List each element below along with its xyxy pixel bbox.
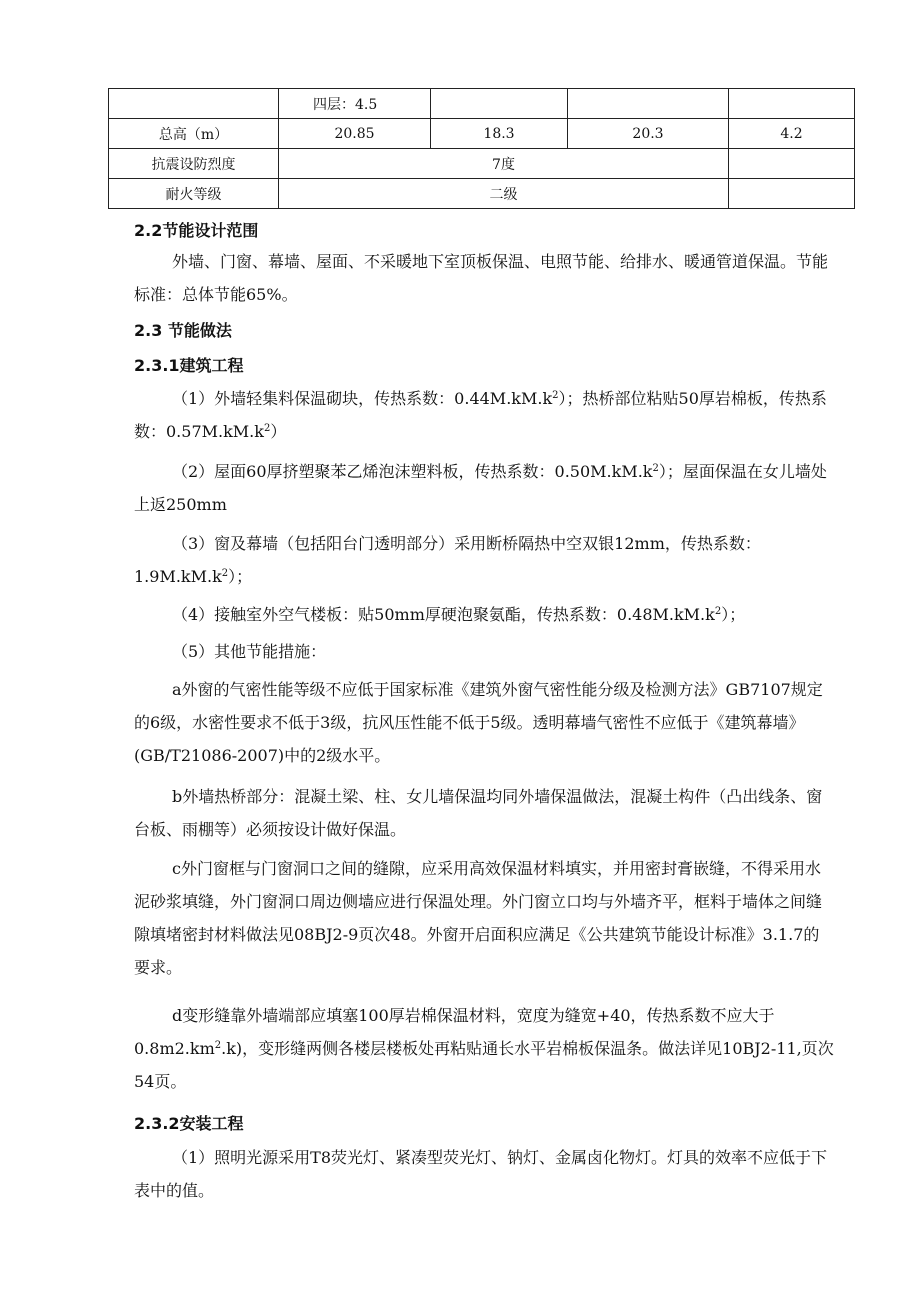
paragraph-item-4: （4）接触室外空气楼板：贴50mm厚硬泡聚氨酯，传热系数：$0.48M.kM.k^2$）； (172, 605, 746, 624)
table-cell: 4.2 (729, 119, 855, 149)
paragraph-scope: 外墙、门窗、幕墙、屋面、不采暖地下室顶板保温、电照节能、给排水、暖通管道保温。节能标准：总体节能65%。 (134, 252, 829, 304)
paragraph-a: a外窗的气密性能等级不应低于国家标准《建筑外窗气密性能分级及检测方法》GB7107规定的6级，水密性要求不低于3级，抗风压性能不低于5级。透明幕墙气密性不应低于《建筑幕墙》(GB/T21086-2007)中的2级水平。 (134, 680, 823, 765)
table-cell (109, 89, 279, 119)
table-cell (729, 89, 855, 119)
table-cell: 抗震设防烈度 (109, 149, 279, 179)
paragraph-item-2: （2）屋面60厚挤塑聚苯乙烯泡沫塑料板，传热系数：$0.50M.kM.k^2$）；屋面保温在女儿墙处上返250mm (134, 462, 827, 514)
table-cell: 20.3 (568, 119, 729, 149)
table-row (109, 89, 855, 119)
paragraph-c: c外门窗框与门窗洞口之间的缝隙，应采用高效保温材料填实，并用密封膏嵌缝，不得采用水泥砂浆填缝，外门窗洞口周边侧墙应进行保温处理。外门窗立口均与外墙齐平，框料于墙体之间缝隙填堵密封材料做法见08BJ2-9页次48。外窗开启面积应满足《公共建筑节能设计标准》3.1.7的要求。 (134, 859, 823, 977)
paragraph-b: b外墙热桥部分：混凝土梁、柱、女儿墙保温均同外墙保温做法，混凝土构件（凸出线条、窗台板、雨棚等）必须按设计做好保温。 (134, 787, 823, 839)
table-row (109, 149, 855, 179)
section-heading-2-3: 2.3 节能做法 (134, 321, 232, 340)
table-cell: 20.85 (279, 119, 431, 149)
paragraph-item-1: （1）外墙轻集料保温砌块，传热系数：$0.44M.kM.k^2$）；热桥部位粘贴50厚岩棉板，传热系数：$0.57M.kM.k^2$） (134, 389, 827, 441)
paragraph-item-3: （3）窗及幕墙（包括阳台门透明部分）采用断桥隔热中空双银12mm，传热系数：$1.9M.kM.k^2$）； (134, 534, 761, 586)
building-spec-table (108, 88, 855, 209)
table-cell: 18.3 (431, 119, 568, 149)
table-row (109, 179, 855, 209)
paragraph-install-1: （1）照明光源采用T8荧光灯、紧凑型荧光灯、钠灯、金属卤化物灯。灯具的效率不应低于下表中的值。 (134, 1148, 828, 1200)
table-row (109, 119, 855, 149)
paragraph-item-5: （5）其他节能措施： (172, 642, 327, 661)
table-cell: 二级 (279, 179, 729, 209)
table-cell: 四层：4.5 (279, 89, 431, 119)
table-cell (729, 179, 855, 209)
table-cell (431, 89, 568, 119)
paragraph-d: d变形缝靠外墙端部应填塞100厚岩棉保温材料，宽度为缝宽+40，传热系数不应大于$0.8m2.km^2.k$)，变形缝两侧各楼层楼板处再粘贴通长水平岩棉板保温条。做法详见10BJ2-11,页次54页。 (134, 1006, 834, 1091)
table-cell: 耐火等级 (109, 179, 279, 209)
table-cell: 7度 (279, 149, 729, 179)
table-cell (729, 149, 855, 179)
section-heading-2-3-2: 2.3.2安装工程 (134, 1114, 244, 1133)
table-cell (568, 89, 729, 119)
section-heading-2-3-1: 2.3.1建筑工程 (134, 356, 244, 375)
section-heading-2-2: 2.2节能设计范围 (134, 221, 259, 240)
table-cell: 总高（m） (109, 119, 279, 149)
